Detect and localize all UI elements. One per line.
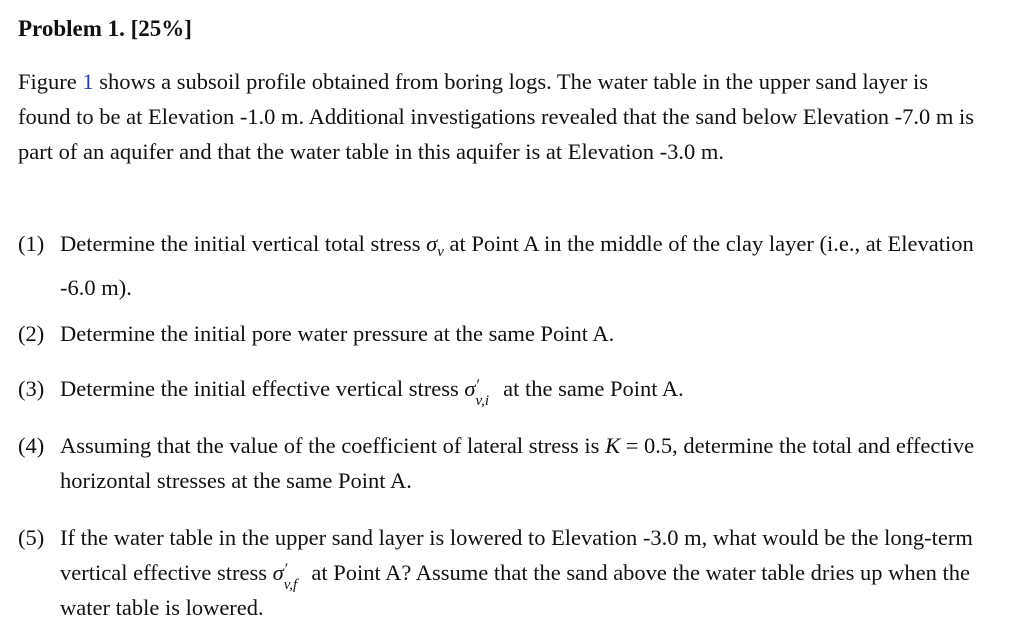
question-text: Determine the initial pore water pressure at the same Point A. <box>60 321 615 346</box>
question-text: Determine the initial effective vertical stress σ ′ v,i at the same Point A. <box>60 371 978 406</box>
question-3 <box>18 371 978 409</box>
intro-text-rest: shows a subsoil profile obtained from boring logs. The water table in the upper sand layer is found to be at Elevation -1.0 m. Additional investigations revealed that the sand below Elevation -7.0 m is part of an aquifer and that the water table in this aquifer is at Elevation -3.0 m. <box>18 69 975 164</box>
question-number: (4) <box>18 433 45 458</box>
sigma-symbol: σ <box>464 376 476 401</box>
question-number: (5) <box>18 525 45 550</box>
question-4 <box>18 428 978 498</box>
question-2 <box>18 316 978 351</box>
problem-title: Problem 1. [25%] <box>18 16 192 41</box>
question-5 <box>18 520 978 625</box>
question-text: Determine the initial vertical total stress $\sigma_v$ at Point A in the middle of the clay layer (i.e., at Elevation -6.0 m). <box>60 231 974 300</box>
question-text: If the water table in the upper sand layer is lowered to Elevation -3.0 m, what would be the long-term vertical effective stress σ ′ v,f at Point A? Assume that the sand above the water table dries up when the water table is lowered. <box>60 525 973 620</box>
symbol-subscript: v,i <box>475 393 489 409</box>
sigma-symbol: σ <box>272 560 284 585</box>
prime-subscript <box>475 377 498 409</box>
question-number: (1) <box>18 231 45 256</box>
k-symbol: K <box>605 433 621 458</box>
figure-reference-link[interactable]: 1 <box>82 69 94 94</box>
prime-subscript <box>283 561 306 593</box>
prime-mark: ′ <box>284 561 289 578</box>
question-number: (2) <box>18 321 45 346</box>
question-text: Assuming that the value of the coefficient of lateral stress is K = 0.5, determine the total and effective horizontal stresses at the same Point A. <box>60 433 975 493</box>
problem-intro <box>18 64 978 169</box>
prime-mark: ′ <box>476 377 481 394</box>
symbol-subscript: v <box>437 244 444 260</box>
intro-text-start: Figure <box>18 69 83 94</box>
question-1 <box>18 226 978 305</box>
sigma-symbol: σ <box>426 231 438 256</box>
question-number: (3) <box>18 376 45 401</box>
symbol-subscript: v,f <box>283 577 298 593</box>
